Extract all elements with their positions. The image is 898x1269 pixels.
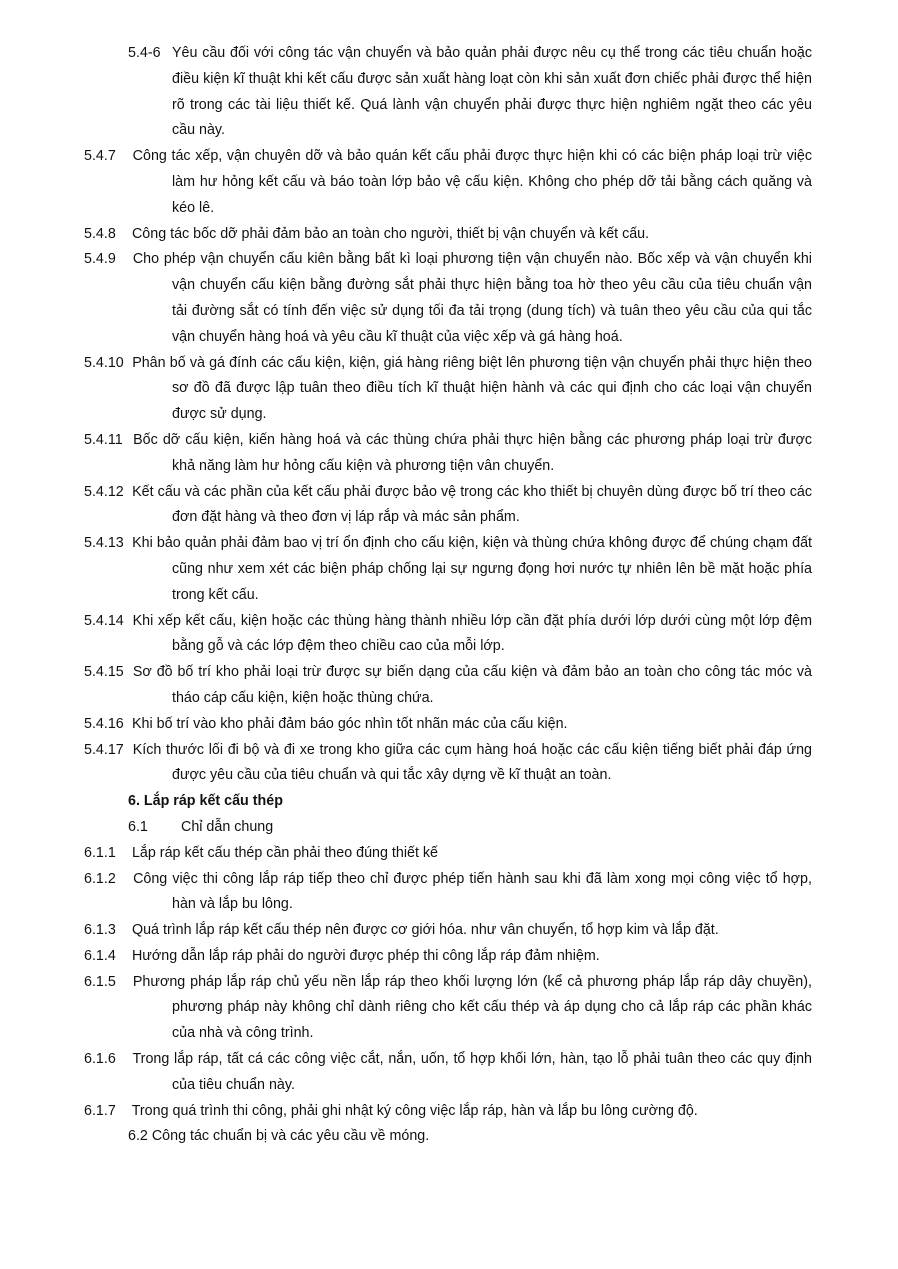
clause-6-1-2: 6.1.2 Công việc thi công lắp ráp tiếp theo chỉ được phép tiến hành sau khi đã làm xong mọi công việc tổ hợp, hàn và lắp bu lông. (84, 870, 812, 913)
clause-number: 6.1 (128, 818, 148, 835)
clause-5-4-11: 5.4.11 Bốc dỡ cấu kiện, kiến hàng hoá và các thùng chứa phải thực hiện bằng các phương pháp loại trừ được khả năng làm hư hỏng cấu kiện và phương tiện vân chuyển. (84, 431, 812, 474)
clause-5-4-12: 5.4.12 Kết cấu và các phần của kết cấu phải được bảo vệ trong các kho thiết bị chuyên dùng được bố trí theo các đơn đặt hàng và theo đơn vị láp rắp và mác sản phẩm. (84, 483, 812, 526)
section-6-2-heading: 6.2 Công tác chuẩn bị và các yêu cầu về móng. (128, 1128, 430, 1145)
clause-text: Bốc dỡ cấu kiện, kiến hàng hoá và các thùng chứa phải thực hiện bằng các phương pháp loại trừ được khả năng làm hư hỏng cấu kiện và phương tiện vân chuyển. (133, 431, 812, 474)
clause-text: Chỉ dẫn chung (181, 818, 274, 835)
clause-5-4-17: 5.4.17 Kích thước lối đi bộ và đi xe trong kho giữa các cụm hàng hoá hoặc các cấu kiện tiếng biết phải đáp ứng được yêu cầu của tiêu chuẩn và qui tắc xây dựng về kĩ thuật an toàn. (84, 741, 812, 784)
clause-text: Công tác bốc dỡ phải đảm bảo an toàn cho người, thiết bị vận chuyển và kết cấu. (131, 225, 650, 242)
clause-text: Hướng dẫn lắp ráp phải do người được phép thi công lắp ráp đảm nhiệm. (131, 947, 600, 964)
clause-6-1-3: 6.1.3 Quá trình lắp ráp kết cấu thép nên được cơ giới hóa. như vân chuyển, tổ hợp kim và lắp đặt. (84, 922, 719, 939)
clause-text: Phương pháp lắp ráp chủ yếu nền lắp ráp theo khối lượng lớn (kể cả phương pháp lắp ráp dây chuyền), phương pháp này không chỉ dành riêng cho kết cấu thép và áp dụng cho cả lắp ráp các phần khác của nhà và công trình. (132, 973, 812, 1042)
clause-5-4-16: 5.4.16 Khi bố trí vào kho phải đảm báo góc nhìn tốt nhãn mác của cấu kiện. (84, 715, 568, 732)
clause-text: Lắp ráp kết cấu thép cần phải theo đúng thiết kế (131, 844, 439, 861)
clause-text: Quá trình lắp ráp kết cấu thép nên được cơ giới hóa. như vân chuyển, tổ hợp kim và lắp đặt. (131, 922, 719, 939)
clause-text: Yêu cầu đối với công tác vận chuyển và bảo quản phải được nêu cụ thể trong các tiêu chuẩn hoặc điều kiện kĩ thuật khi kết cấu được sản xuất hàng loạt còn khi sản xuất đơn chiếc phải được thể hiện rõ trong các tài liệu thiết kế. Quá lành vận chuyển phải được thực hiện nghiêm ngặt theo các yêu cầu này. (172, 45, 812, 139)
clause-text: Khi xếp kết cấu, kiện hoặc các thùng hàng thành nhiều lớp cần đặt phía dưới lớp dưới cùng một lớp đệm bằng gỗ và các lớp đệm theo chiều cao của mỗi lớp. (132, 612, 812, 655)
clause-text: Khi bố trí vào kho phải đảm báo góc nhìn tốt nhãn mác của cấu kiện. (131, 715, 568, 732)
clause-6-1-1: 6.1.1 Lắp ráp kết cấu thép cần phải theo đúng thiết kế (84, 844, 439, 861)
clause-text: Trong lắp ráp, tất cá các công việc cắt, nắn, uốn, tổ hợp khối lớn, hàn, tạo lỗ phải tuân theo các quy định của tiêu chuẩn này. (132, 1051, 813, 1093)
clause-6-1-4: 6.1.4 Hướng dẫn lắp ráp phải do người được phép thi công lắp ráp đảm nhiệm. (84, 947, 600, 964)
section-6-heading: 6. Lắp ráp kết cấu thép (128, 793, 283, 810)
clause-text: Trong quá trình thi công, phải ghi nhật ký công việc lắp ráp, hàn và lắp bu lông cường độ. (131, 1102, 698, 1119)
clause-5-4-14: 5.4.14 Khi xếp kết cấu, kiện hoặc các thùng hàng thành nhiều lớp cần đặt phía dưới lớp dưới cùng một lớp đệm bằng gỗ và các lớp đệm theo chiều cao của mỗi lớp. (84, 612, 812, 655)
document-body (84, 41, 813, 1150)
clause-6-1-7: 6.1.7 Trong quá trình thi công, phải ghi nhật ký công việc lắp ráp, hàn và lắp bu lông cường độ. (84, 1102, 698, 1119)
clause-text: Công tác xếp, vận chuyên dỡ và bảo quán kết cấu phải được thực hiện khi có các biện pháp loại trừ việc làm hư hỏng kết cấu và báo toàn lớp bảo vệ cấu kiện. Không cho phép dỡ tải bằng cách quăng và kéo lê. (132, 148, 812, 216)
clause-text: Công việc thi công lắp ráp tiếp theo chỉ được phép tiến hành sau khi đã làm xong mọi công việc tổ hợp, hàn và lắp bu lông. (133, 870, 812, 913)
clause-text: Phân bố và gá đính các cấu kiện, kiện, giá hàng riêng biệt lên phương tiện vận chuyển phải thực hiện theo sơ đồ đã được lập tuân theo điều tích kĩ thuật hiện hành và các qui định cho các loại vận chuyển được sử dụng. (132, 354, 812, 423)
clause-5-4-13: 5.4.13 Khi bảo quản phải đảm bao vị trí ổn định cho cấu kiện, kiện và thùng chứa không được để chúng chạm đất cũng như xem xét các biện pháp chống lại sự ngưng đọng hơi nước tự nhiên lên bề mặt hoặc phía trong kết cấu. (84, 535, 812, 603)
clause-5-4-10: 5.4.10 Phân bố và gá đính các cấu kiện, kiện, giá hàng riêng biệt lên phương tiện vận chuyển phải thực hiện theo sơ đồ đã được lập tuân theo điều tích kĩ thuật hiện hành và các qui định cho các loại vận chuyển được sử dụng. (84, 354, 812, 423)
clause-5-4-15: 5.4.15 Sơ đồ bố trí kho phải loại trừ được sự biến dạng của cấu kiện và đảm bảo an toàn cho công tác móc và tháo cáp cấu kiện, kiện hoặc thùng chứa. (84, 664, 812, 706)
clause-text: Khi bảo quản phải đảm bao vị trí ổn định cho cấu kiện, kiện và thùng chứa không được để chúng chạm đất cũng như xem xét các biện pháp chống lại sự ngưng đọng hơi nước tự nhiên lên bề mặt hoặc phía trong kết cấu. (132, 535, 812, 603)
clause-6-1-5: 6.1.5 Phương pháp lắp ráp chủ yếu nền lắp ráp theo khối lượng lớn (kể cả phương pháp lắp ráp dây chuyền), phương pháp này không chỉ dành riêng cho kết cấu thép và áp dụng cho cả lắp ráp các phần khác của nhà và công trình. (84, 973, 812, 1042)
clause-text: Sơ đồ bố trí kho phải loại trừ được sự biến dạng của cấu kiện và đảm bảo an toàn cho công tác móc và tháo cáp cấu kiện, kiện hoặc thùng chứa. (132, 664, 812, 706)
clause-6-1 (128, 815, 812, 841)
clause-number: 5.4-6 (128, 45, 161, 61)
clause-5-4-7: 5.4.7 Công tác xếp, vận chuyên dỡ và bảo quán kết cấu phải được thực hiện khi có các biện pháp loại trừ việc làm hư hỏng kết cấu và báo toàn lớp bảo vệ cấu kiện. Không cho phép dỡ tải bằng cách quăng và kéo lê. (84, 148, 812, 216)
clause-5-4-6 (128, 41, 812, 144)
clause-text: Kích thước lối đi bộ và đi xe trong kho giữa các cụm hàng hoá hoặc các cấu kiện tiếng biết phải đáp ứng được yêu cầu của tiêu chuẩn và qui tắc xây dựng về kĩ thuật an toàn. (132, 741, 812, 784)
clause-5-4-9: 5.4.9 Cho phép vận chuyển cấu kiên bằng bất kì loại phương tiện vận chuyển nào. Bốc xếp và vận chuyển khi vận chuyển cấu kiện bằng đường sắt phải thực hiện bằng toa hờ theo yêu cầu của tiêu chuẩn vận tải đường sắt có tính đến việc sử dụng tối đa tải trọng (dung tích) và tuân theo yêu cầu của qui tắc vận chuyển hàng hoá và yêu cầu kĩ thuật của việc xếp và gá hàng hoá. (84, 251, 812, 345)
clause-text: Kết cấu và các phần của kết cấu phải được bảo vệ trong các kho thiết bị chuyên dùng được bố trí theo các đơn đặt hàng và theo đơn vị láp rắp và mác sản phẩm. (132, 483, 812, 526)
clause-5-4-8: 5.4.8 Công tác bốc dỡ phải đảm bảo an toàn cho người, thiết bị vận chuyển và kết cấu. (84, 225, 650, 242)
clause-6-1-6: 6.1.6 Trong lắp ráp, tất cá các công việc cắt, nắn, uốn, tổ hợp khối lớn, hàn, tạo lỗ phải tuân theo các quy định của tiêu chuẩn này. (84, 1051, 813, 1093)
clause-text: Cho phép vận chuyển cấu kiên bằng bất kì loại phương tiện vận chuyển nào. Bốc xếp và vận chuyển khi vận chuyển cấu kiện bằng đường sắt phải thực hiện bằng toa hờ theo yêu cầu của tiêu chuẩn vận tải đường sắt có tính đến việc sử dụng tối đa tải trọng (dung tích) và tuân theo yêu cầu của qui tắc vận chuyển hàng hoá và yêu cầu kĩ thuật của việc xếp và gá hàng hoá. (132, 251, 812, 345)
